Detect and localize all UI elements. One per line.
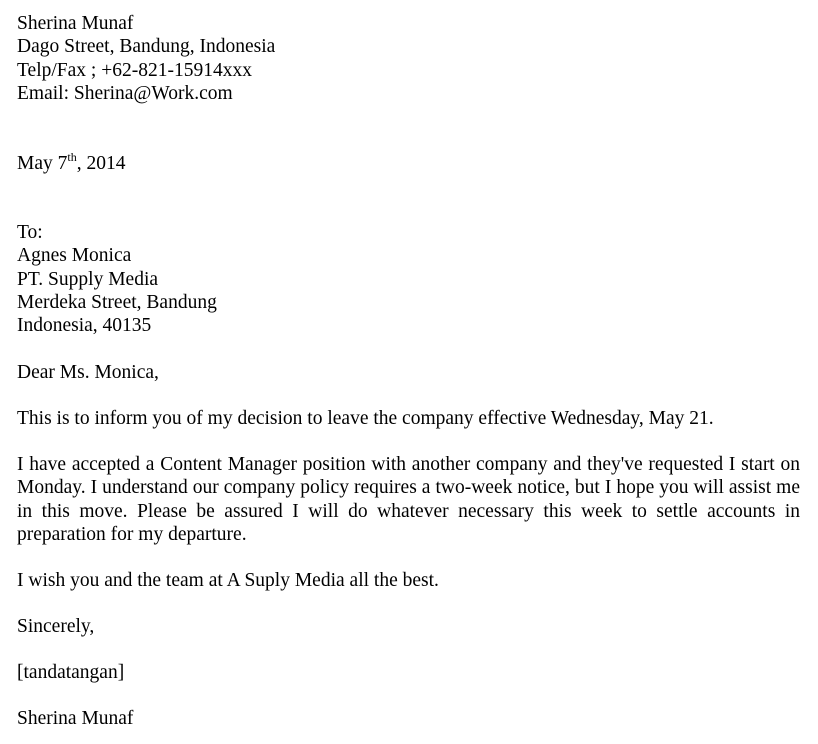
- signature-placeholder: [tandatangan]: [17, 662, 125, 683]
- date-month-day: May 7: [17, 153, 68, 174]
- salutation: Dear Ms. Monica,: [17, 362, 159, 383]
- sender-email: Email: Sherina@Work.com: [17, 82, 233, 104]
- letter-date: [17, 152, 800, 175]
- sender-phone: Telp/Fax ; +62-821-15914xxx: [17, 59, 252, 81]
- recipient-country-postal: Indonesia, 40135: [17, 315, 152, 337]
- body-paragraph-3: I wish you and the team at A Suply Media all the best.: [17, 570, 439, 591]
- date-year: , 2014: [76, 153, 126, 174]
- body-paragraph-1: This is to inform you of my decision to leave the company effective Wednesday, May 21.: [17, 408, 714, 429]
- body-paragraph-2: I have accepted a Content Manager position with another company and they've requested I start on Monday. I understand our company policy requires a two-week notice, but I hope you will assist me in this move. Please be assured I will do whatever necessary this week to settle accounts in preparation for my departure.: [17, 454, 800, 545]
- recipient-block: [17, 221, 800, 337]
- recipient-company: PT. Supply Media: [17, 268, 159, 290]
- recipient-name: Agnes Monica: [17, 245, 132, 267]
- date-suffix: th: [67, 150, 77, 164]
- sender-name: Sherina Munaf: [17, 13, 134, 34]
- sender-address: Dago Street, Bandung, Indonesia: [17, 36, 276, 58]
- signer-name: Sherina Munaf: [17, 708, 134, 729]
- to-label: To:: [17, 222, 43, 243]
- closing: Sincerely,: [17, 616, 95, 637]
- recipient-street: Merdeka Street, Bandung: [17, 291, 217, 313]
- sender-block: [17, 12, 800, 105]
